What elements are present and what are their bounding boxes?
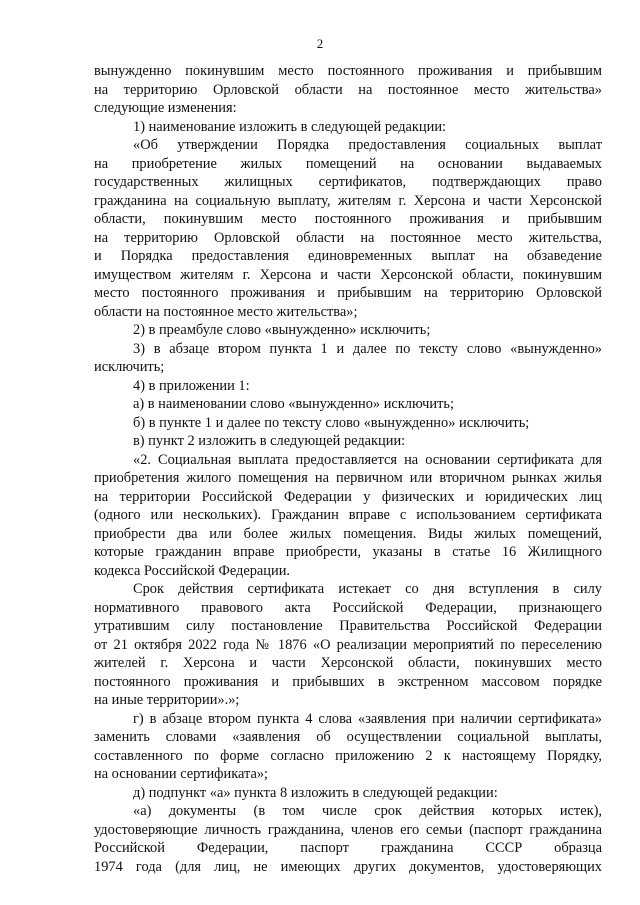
text-line: государственных жилищных сертификатов, подтверждающих право [94, 174, 602, 190]
text-line: Срок действия сертификата истекает со дня вступления в силу [133, 581, 602, 597]
text-line: удостоверяющие личность гражданина, членов его семьи (паспорт гражданина [94, 821, 602, 838]
text-line: исключить; [94, 359, 165, 375]
text-line: б) в пункте 1 и далее по тексту слово «вынужденно» исключить; [133, 414, 530, 431]
text-line: место постоянного проживания и прибывшим на территорию Орловской [94, 285, 602, 301]
text-line: на территорию Орловской области на постоянное место жительства, [94, 229, 602, 246]
text-line: на основании сертификата»; [94, 766, 269, 782]
text-line: гражданина на социальную выплату, жителям г. Херсона и части Херсонской [94, 192, 602, 209]
document-body [94, 62, 602, 876]
text-line: следующие изменения: [94, 100, 237, 116]
text-line: а) в наименовании слово «вынужденно» исключить; [133, 396, 454, 412]
text-line: 2) в преамбуле слово «вынужденно» исключить; [133, 322, 431, 338]
text-line: на территорию Орловской области на постоянное место жительства» [94, 81, 602, 98]
text-line: составленного по форме согласно приложению 2 к настоящему Порядку, [94, 747, 602, 764]
text-line: г) в абзаце втором пункта 4 слова «заявления при наличии сертификата» [133, 710, 602, 727]
text-line: 1974 года (для лиц, не имеющих других документов, удостоверяющих [94, 858, 602, 875]
text-line: области, покинувшим место постоянного проживания и прибывшим [94, 211, 602, 227]
text-line: (одного или нескольких). Гражданин вправе с использованием сертификата [94, 507, 602, 523]
text-line: «Об утверждении Порядка предоставления социальных выплат [133, 137, 602, 153]
text-line: области на постоянное место жительства»; [94, 303, 358, 320]
text-line: и Порядка предоставления единовременных выплат на обзаведение [94, 248, 602, 264]
text-line: на приобретение жилых помещений на основании выдаваемых [94, 155, 602, 172]
text-line: «2. Социальная выплата предоставляется на основании сертификата для [133, 451, 602, 468]
text-line: вынужденно покинувшим место постоянного проживания и прибывшим [94, 63, 602, 79]
text-line: имуществом жителям г. Херсона и части Херсонской области, покинувшим [94, 266, 602, 283]
text-line: 3) в абзаце втором пункта 1 и далее по тексту слово «вынужденно» [133, 340, 602, 357]
text-line: которые гражданин вправе приобрести, указаны в статье 16 Жилищного [94, 544, 602, 560]
text-line: 1) наименование изложить в следующей редакции: [133, 118, 447, 135]
text-line: приобретения жилого помещения на первичном или вторичном рынках жилья [94, 470, 602, 486]
text-line: Российской Федерации, паспорт гражданина СССР образца [94, 840, 602, 856]
text-line: жителей г. Херсона и части Херсонской области, покинувших место [94, 655, 602, 671]
text-line: приобрести два или более жилых помещения. Виды жилых помещений, [94, 525, 602, 542]
text-line: нормативного правового акта Российской Федерации, признающего [94, 599, 602, 616]
text-line: постоянного проживания и прибывших в экстренном массовом порядке [94, 673, 602, 690]
text-line: «а) документы (в том числе срок действия которых истек), [133, 803, 602, 819]
text-line: на иные территории».»; [94, 692, 240, 708]
text-line: кодекса Российской Федерации. [94, 562, 291, 579]
text-line: на территории Российской Федерации у физических и юридических лиц [94, 488, 602, 505]
text-line: в) пункт 2 изложить в следующей редакции: [133, 433, 406, 449]
text-line: от 21 октября 2022 года № 1876 «О реализации мероприятий по переселению [94, 636, 602, 653]
text-line: заменить словами «заявления об осуществлении социальной выплаты, [94, 729, 602, 745]
text-line: утратившим силу постановление Правительства Российской Федерации [94, 618, 602, 634]
page-number: 2 [316, 36, 324, 51]
text-line: д) подпункт «а» пункта 8 изложить в следующей редакции: [133, 784, 498, 801]
text-line: 4) в приложении 1: [133, 377, 250, 394]
